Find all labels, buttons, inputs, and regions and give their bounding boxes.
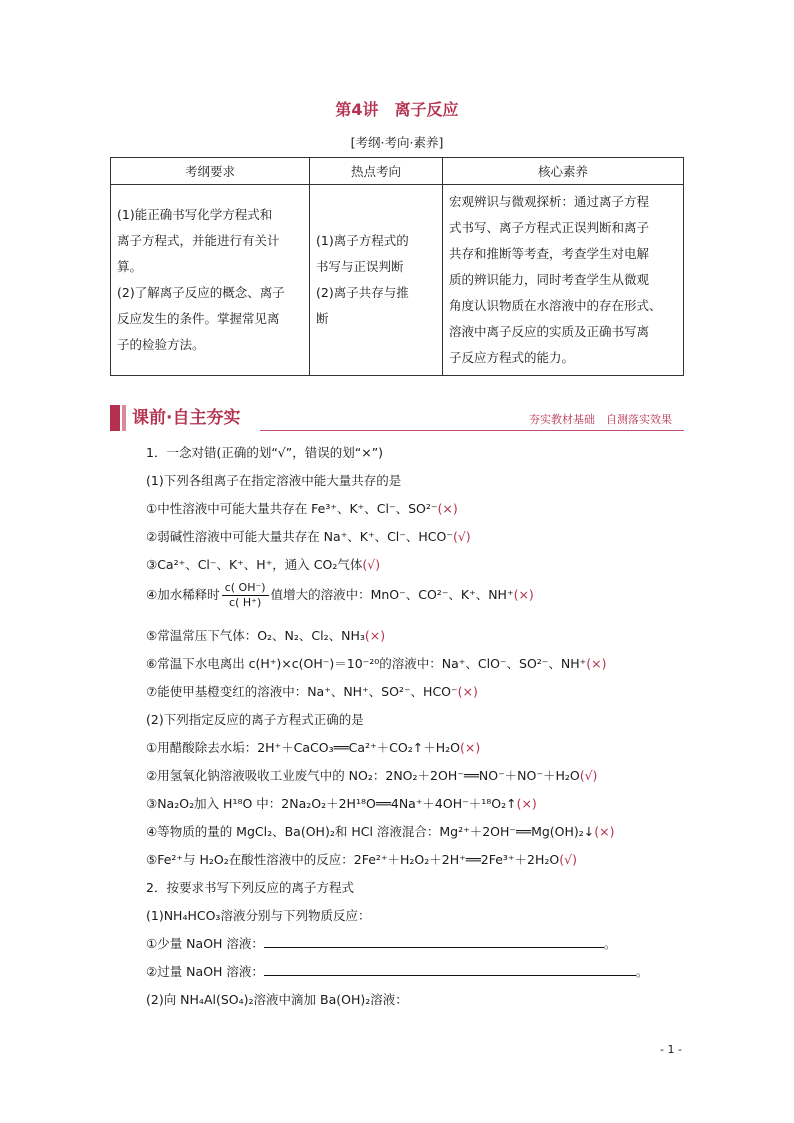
cell-line: 溶液中离子反应的实质及正确书写离 xyxy=(449,324,650,339)
table-header: 核心素养 xyxy=(443,158,684,185)
cell-line: 宏观辨识与微观探析：通过离子方程 xyxy=(449,194,650,209)
item-end: 。 xyxy=(603,936,617,951)
cell-line: (1)离子方程式的 xyxy=(316,233,409,248)
judgement-mark: (×) xyxy=(437,501,458,516)
cell-line: 角度认识物质在水溶液中的存在形式、 xyxy=(449,298,662,313)
item-text: ②弱碱性溶液中可能大量共存在 Na⁺、K⁺、Cl⁻、HCO⁻ xyxy=(146,529,453,544)
list-item xyxy=(146,738,480,756)
cell-line: 反应发生的条件。掌握常见离 xyxy=(117,311,280,326)
table-row xyxy=(111,185,684,376)
judgement-mark: (√) xyxy=(559,852,577,867)
question-2-part-1: (1)NH₄HCO₃溶液分别与下列物质反应： xyxy=(146,908,371,923)
answer-blank[interactable] xyxy=(264,963,636,976)
list-item xyxy=(146,766,597,784)
list-item xyxy=(146,626,385,644)
lesson-subtitle: [考纲·考向·素养] xyxy=(350,135,444,150)
item-text: ②过量 NaOH 溶液： xyxy=(146,964,264,979)
judgement-mark: (×) xyxy=(364,628,386,643)
item-text: ⑤常温常压下气体：O₂、N₂、Cl₂、NH₃ xyxy=(146,628,365,643)
item-text: ⑤Fe²⁺与 H₂O₂在酸性溶液中的反应：2Fe²⁺＋H₂O₂＋2H⁺══2Fe³⁺＋2H₂O xyxy=(146,852,560,867)
banner-bar-light xyxy=(122,405,126,431)
table-cell-requirements xyxy=(111,185,310,376)
judgement-mark: (×) xyxy=(459,740,481,755)
question-1-part-1: (1)下列各组离子在指定溶液中能大量共存的是 xyxy=(146,473,402,488)
table-header: 热点考向 xyxy=(310,158,443,185)
judgement-mark: (×) xyxy=(457,684,478,699)
cell-line: (2)离子共存与推 xyxy=(316,285,409,300)
fraction-numerator: c( OH⁻) xyxy=(222,581,269,596)
item-text: ③Ca²⁺、Cl⁻、K⁺、H⁺，通入 CO₂气体 xyxy=(146,557,363,572)
cell-line: (2)了解离子反应的概念、离子 xyxy=(117,285,285,300)
cell-line: 共存和推断等考查，考查学生对电解 xyxy=(449,246,650,261)
fraction-denominator: c( H⁺) xyxy=(229,596,262,609)
item-text: ④加水稀释时 xyxy=(146,587,220,602)
banner-title: 课前·自主夯实 xyxy=(132,408,241,428)
answer-blank[interactable] xyxy=(264,935,604,948)
banner-underline xyxy=(260,430,684,431)
table-header: 考纲要求 xyxy=(111,158,310,185)
judgement-mark: (√) xyxy=(452,529,471,544)
banner-subtitle: 夯实教材基础 自测落实效果 xyxy=(529,413,672,426)
item-text: 值增大的溶液中：MnO⁻、CO²⁻、K⁺、NH⁺ xyxy=(270,587,514,602)
cell-line: 子反应方程式的能力。 xyxy=(449,350,575,365)
cell-line: 子的检验方法。 xyxy=(117,337,205,352)
section-banner xyxy=(110,405,684,431)
list-item xyxy=(146,581,534,610)
lesson-title: 第4讲 离子反应 xyxy=(335,100,459,119)
cell-line: (1)能正确书写化学方程式和 xyxy=(117,207,273,222)
cell-line: 式书写、离子方程式正误判断和离子 xyxy=(449,220,650,235)
item-text: ①中性溶液中可能大量共存在 Fe³⁺、K⁺、Cl⁻、SO²⁻ xyxy=(146,501,438,516)
cell-line: 书写与正误判断 xyxy=(316,259,404,274)
cell-line: 离子方程式，并能进行有关计 xyxy=(117,233,280,248)
item-text: ②用氢氧化钠溶液吸收工业废气中的 NO₂：2NO₂＋2OH⁻══NO⁻＋NO⁻＋H₂O xyxy=(146,768,580,783)
judgement-mark: (×) xyxy=(586,656,607,671)
judgement-mark: (×) xyxy=(516,796,537,811)
page-number: - 1 - xyxy=(660,1043,682,1056)
list-item xyxy=(146,682,478,700)
list-item xyxy=(146,934,616,952)
item-text: ④等物质的量的 MgCl₂、Ba(OH)₂和 HCl 溶液混合：Mg²⁺＋2OH⁻══Mg(OH)₂↓ xyxy=(146,824,595,839)
cell-line: 算。 xyxy=(117,259,143,274)
judgement-mark: (√) xyxy=(579,768,598,783)
item-text: ①少量 NaOH 溶液： xyxy=(146,936,264,951)
question-2-part-2: (2)向 NH₄Al(SO₄)₂溶液中滴加 Ba(OH)₂溶液： xyxy=(146,992,408,1007)
table-header-row xyxy=(111,158,684,185)
list-item xyxy=(146,654,606,672)
item-text: ①用醋酸除去水垢：2H⁺＋CaCO₃══Ca²⁺＋CO₂↑＋H₂O xyxy=(146,740,460,755)
list-item xyxy=(146,555,380,573)
cell-line: 质的辨识能力，同时考查学生从微观 xyxy=(449,272,650,287)
list-item xyxy=(146,499,458,517)
table-cell-topics xyxy=(310,185,443,376)
list-item xyxy=(146,822,615,840)
table-cell-literacy xyxy=(443,185,684,376)
list-item xyxy=(146,962,648,980)
banner-bar xyxy=(110,405,120,431)
question-1-part-2: (2)下列指定反应的离子方程式正确的是 xyxy=(146,712,364,727)
item-text: ③Na₂O₂加入 H¹⁸O 中：2Na₂O₂＋2H¹⁸O══4Na⁺＋4OH⁻＋¹⁸O₂↑ xyxy=(146,796,517,811)
list-item xyxy=(146,794,537,812)
question-2-stem: 2．按要求书写下列反应的离子方程式 xyxy=(146,880,354,895)
list-item xyxy=(146,850,577,868)
item-text: ⑦能使甲基橙变红的溶液中：Na⁺、NH⁺、SO²⁻、HCO⁻ xyxy=(146,684,458,699)
judgement-mark: (√) xyxy=(362,557,381,572)
list-item xyxy=(146,527,471,545)
cell-line: 断 xyxy=(316,311,329,326)
item-end: 。 xyxy=(635,964,649,979)
question-1-stem: 1．一念对错(正确的划“√”，错误的划“×”) xyxy=(146,445,384,460)
item-text: ⑥常温下水电离出 c(H⁺)×c(OH⁻)＝10⁻²⁰的溶液中：Na⁺、ClO⁻、SO²⁻、NH⁺ xyxy=(146,656,587,671)
syllabus-table xyxy=(110,157,684,376)
judgement-mark: (×) xyxy=(513,587,534,602)
fraction xyxy=(222,581,269,610)
judgement-mark: (×) xyxy=(594,824,615,839)
